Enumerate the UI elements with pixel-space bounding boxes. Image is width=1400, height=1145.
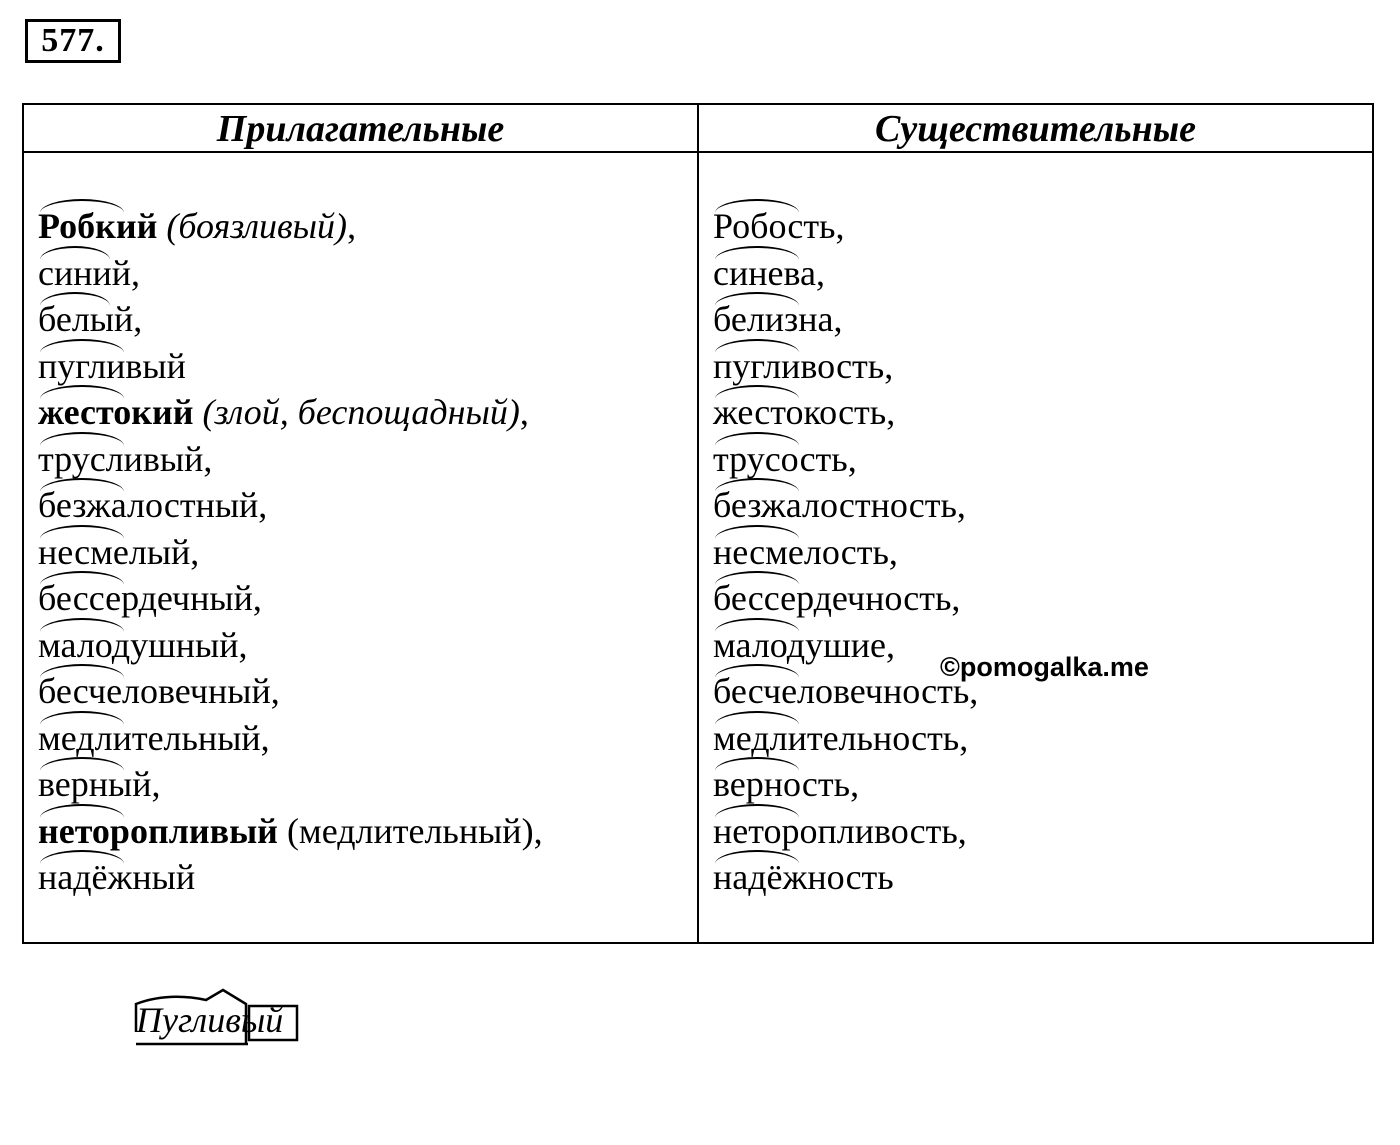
- noun-punct: ,: [951, 578, 961, 618]
- noun-word: бессердечность: [713, 578, 952, 618]
- noun-punct: ,: [956, 485, 966, 525]
- adjective-word: надёжный: [38, 857, 196, 897]
- noun-punct: ,: [957, 810, 967, 851]
- noun-item: [713, 622, 978, 669]
- exercise-number: 577.: [25, 19, 121, 63]
- adjective-word: жестокий: [38, 392, 194, 432]
- noun-item: [713, 854, 978, 901]
- noun-word: медлительность: [713, 717, 960, 758]
- noun-punct: ,: [888, 531, 898, 572]
- noun-punct: ,: [850, 764, 860, 804]
- adjective-punct: ,: [533, 810, 543, 851]
- adjective-item: [38, 715, 543, 762]
- header-nouns: Существительные: [875, 108, 1196, 150]
- noun-item: [713, 296, 978, 343]
- adjective-item: [38, 668, 543, 715]
- adjective-punct: ,: [270, 671, 280, 711]
- noun-item: [713, 761, 978, 808]
- noun-word: безжалостность: [713, 485, 957, 525]
- noun-punct: ,: [959, 717, 969, 758]
- adjective-item: [38, 529, 543, 576]
- noun-word: надёжность: [713, 857, 894, 897]
- noun-word: верность: [713, 764, 851, 804]
- adjective-note: (боязливый): [157, 206, 348, 246]
- adjective-word: бессердечный: [38, 578, 253, 618]
- adjective-item: [38, 389, 543, 436]
- noun-punct: ,: [847, 438, 857, 479]
- noun-word: малодушие: [713, 624, 887, 665]
- noun-punct: ,: [833, 299, 843, 339]
- adjective-item: [38, 482, 543, 529]
- noun-list: [713, 203, 978, 901]
- adjective-word: несмелый: [38, 531, 191, 572]
- noun-word: Робость: [713, 206, 836, 246]
- noun-punct: ,: [884, 345, 894, 386]
- noun-item: [713, 389, 978, 436]
- noun-item: [713, 482, 978, 529]
- noun-word: пугливость: [713, 345, 885, 386]
- noun-item: [713, 808, 978, 855]
- adjective-item: [38, 761, 543, 808]
- noun-word: трусость: [713, 438, 848, 479]
- adjective-word: бесчеловечный: [38, 671, 271, 711]
- noun-word: бесчеловечность: [713, 671, 970, 711]
- noun-word: неторопливость: [713, 810, 958, 851]
- adjective-punct: ,: [252, 578, 262, 618]
- adjective-punct: ,: [190, 531, 200, 572]
- noun-word: синева: [713, 252, 816, 293]
- column-divider: [697, 103, 699, 944]
- adjective-punct: ,: [131, 252, 141, 293]
- morphemic-example-word: Пугливый: [136, 1000, 284, 1040]
- adjective-item: [38, 203, 543, 250]
- noun-word: жестокость: [713, 392, 887, 432]
- noun-punct: ,: [886, 624, 896, 665]
- adjective-punct: ,: [258, 485, 268, 525]
- adjective-list: [38, 203, 543, 901]
- adjective-word: синий: [38, 252, 132, 293]
- noun-item: [713, 715, 978, 762]
- noun-item: [713, 436, 978, 483]
- adjective-word: Робкий: [38, 206, 158, 246]
- noun-punct: ,: [816, 252, 825, 293]
- noun-item: [713, 203, 978, 250]
- adjective-punct: ,: [151, 764, 161, 804]
- noun-item: [713, 575, 978, 622]
- noun-punct: ,: [835, 206, 845, 246]
- watermark: ©pomogalka.me: [940, 652, 1149, 682]
- adjective-punct: ,: [347, 206, 357, 246]
- adjective-punct: ,: [238, 624, 248, 665]
- header-adjectives: Прилагательные: [216, 108, 505, 150]
- adjective-item: [38, 808, 543, 855]
- adjective-item: [38, 343, 543, 390]
- adjective-word: пугливый: [38, 345, 186, 386]
- adjective-punct: ,: [260, 717, 270, 758]
- noun-item: [713, 343, 978, 390]
- adjective-punct: ,: [519, 392, 529, 432]
- adjective-note: (медлительный): [277, 810, 534, 851]
- adjective-word: малодушный: [38, 624, 239, 665]
- noun-item: [713, 529, 978, 576]
- adjective-item: [38, 250, 543, 297]
- adjective-item: [38, 622, 543, 669]
- adjective-item: [38, 854, 543, 901]
- adjective-note: (злой, беспощадный): [193, 392, 520, 432]
- adjective-item: [38, 296, 543, 343]
- adjective-word: неторопливый: [38, 810, 278, 851]
- noun-item: [713, 668, 978, 715]
- noun-item: [713, 250, 978, 297]
- adjective-word: верный: [38, 764, 152, 804]
- noun-punct: ,: [969, 671, 979, 711]
- adjective-item: [38, 436, 543, 483]
- noun-word: несмелость: [713, 531, 889, 572]
- adjective-word: медлительный: [38, 717, 261, 758]
- adjective-punct: ,: [133, 299, 143, 339]
- adjective-item: [38, 575, 543, 622]
- adjective-word: белый: [38, 299, 134, 339]
- adjective-word: безжалостный: [38, 485, 259, 525]
- adjective-word: трусливый: [38, 438, 204, 479]
- noun-word: белизна: [713, 299, 834, 339]
- noun-punct: ,: [886, 392, 896, 432]
- adjective-punct: ,: [203, 438, 213, 479]
